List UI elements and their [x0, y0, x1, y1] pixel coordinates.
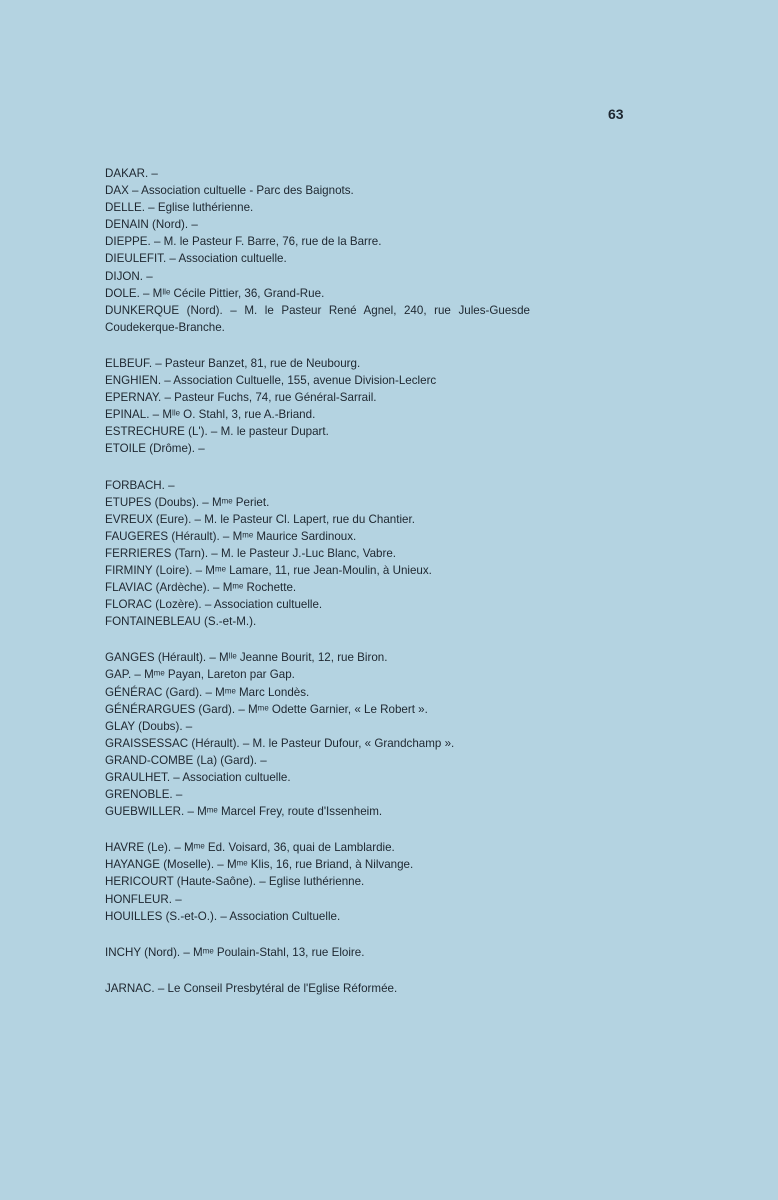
list-item: GRAND-COMBE (La) (Gard). – [105, 753, 267, 767]
list-item: EVREUX (Eure). – M. le Pasteur Cl. Lapert, rue du Chantier. [105, 512, 415, 526]
list-item: DIJON. – [105, 269, 153, 283]
list-item: EPINAL. – Mˡˡᵉ O. Stahl, 3, rue A.-Briand. [105, 408, 316, 422]
list-item: GUEBWILLER. – Mᵐᵉ Marcel Frey, route d'Issenheim. [105, 805, 383, 819]
list-item: ENGHIEN. – Association Cultuelle, 155, avenue Division-Leclerc [105, 374, 437, 388]
list-item: GRAISSESSAC (Hérault). – M. le Pasteur Dufour, « Grandchamp ». [105, 736, 455, 750]
list-item: HONFLEUR. – [105, 892, 182, 906]
list-item: FONTAINEBLEAU (S.-et-M.). [105, 615, 257, 629]
list-item: DAKAR. – [105, 167, 158, 180]
list-item: EPERNAY. – Pasteur Fuchs, 74, rue Général-Sarrail. [105, 391, 377, 405]
list-item: DELLE. – Eglise luthérienne. [105, 201, 254, 215]
list-item: HAYANGE (Moselle). – Mᵐᵉ Klis, 16, rue Briand, à Nilvange. [105, 858, 414, 872]
list-item: GRENOBLE. – [105, 788, 183, 802]
list-item: GÉNÉRAC (Gard). – Mᵐᵉ Marc Londès. [105, 685, 310, 699]
list-item: DUNKERQUE (Nord). – M. le Pasteur René Agnel, 240, rue Jules-Guesde [105, 303, 530, 317]
list-item: GAP. – Mᵐᵉ Payan, Lareton par Gap. [105, 668, 295, 682]
list-item: ELBEUF. – Pasteur Banzet, 81, rue de Neubourg. [105, 356, 361, 370]
list-item: DAX – Association cultuelle - Parc des Baignots. [105, 184, 354, 198]
list-item: HAVRE (Le). – Mᵐᵉ Ed. Voisard, 36, quai de Lamblardie. [105, 841, 395, 855]
page-number: 63 [608, 106, 624, 122]
list-item: HOUILLES (S.-et-O.). – Association Cultuelle. [105, 909, 341, 923]
list-item: DIEPPE. – M. le Pasteur F. Barre, 76, rue de la Barre. [105, 235, 382, 249]
list-item: DIEULEFIT. – Association cultuelle. [105, 252, 287, 266]
list-item: FLORAC (Lozère). – Association cultuelle. [105, 598, 323, 612]
list-item: INCHY (Nord). – Mᵐᵉ Poulain-Stahl, 13, rue Eloire. [105, 945, 365, 959]
list-item: ETUPES (Doubs). – Mᵐᵉ Periet. [105, 495, 270, 509]
directory-list [105, 165, 530, 997]
list-item: GLAY (Doubs). – [105, 719, 193, 733]
list-item: GÉNÉRARGUES (Gard). – Mᵐᵉ Odette Garnier, « Le Robert ». [105, 702, 428, 716]
list-item: ETOILE (Drôme). – [105, 442, 205, 456]
list-item-continuation: Coudekerque-Branche. [105, 320, 225, 334]
list-item: GRAULHET. – Association cultuelle. [105, 771, 291, 784]
list-item: FAUGERES (Hérault). – Mᵐᵉ Maurice Sardinoux. [105, 529, 357, 543]
list-item: ESTRECHURE (L'). – M. le pasteur Dupart. [105, 425, 329, 439]
list-item: DOLE. – Mˡˡᵉ Cécile Pittier, 36, Grand-Rue. [105, 286, 325, 300]
list-item: FLAVIAC (Ardèche). – Mᵐᵉ Rochette. [105, 581, 297, 595]
list-item: GANGES (Hérault). – Mˡˡᵉ Jeanne Bourit, 12, rue Biron. [105, 651, 388, 665]
list-item: FIRMINY (Loire). – Mᵐᵉ Lamare, 11, rue Jean-Moulin, à Unieux. [105, 563, 432, 577]
list-item: HERICOURT (Haute-Saône). – Eglise luthérienne. [105, 875, 365, 889]
list-item: FERRIERES (Tarn). – M. le Pasteur J.-Luc Blanc, Vabre. [105, 546, 397, 560]
list-item: FORBACH. – [105, 478, 175, 492]
list-item: JARNAC. – Le Conseil Presbytéral de l'Eglise Réformée. [105, 981, 398, 995]
list-item: DENAIN (Nord). – [105, 218, 198, 232]
